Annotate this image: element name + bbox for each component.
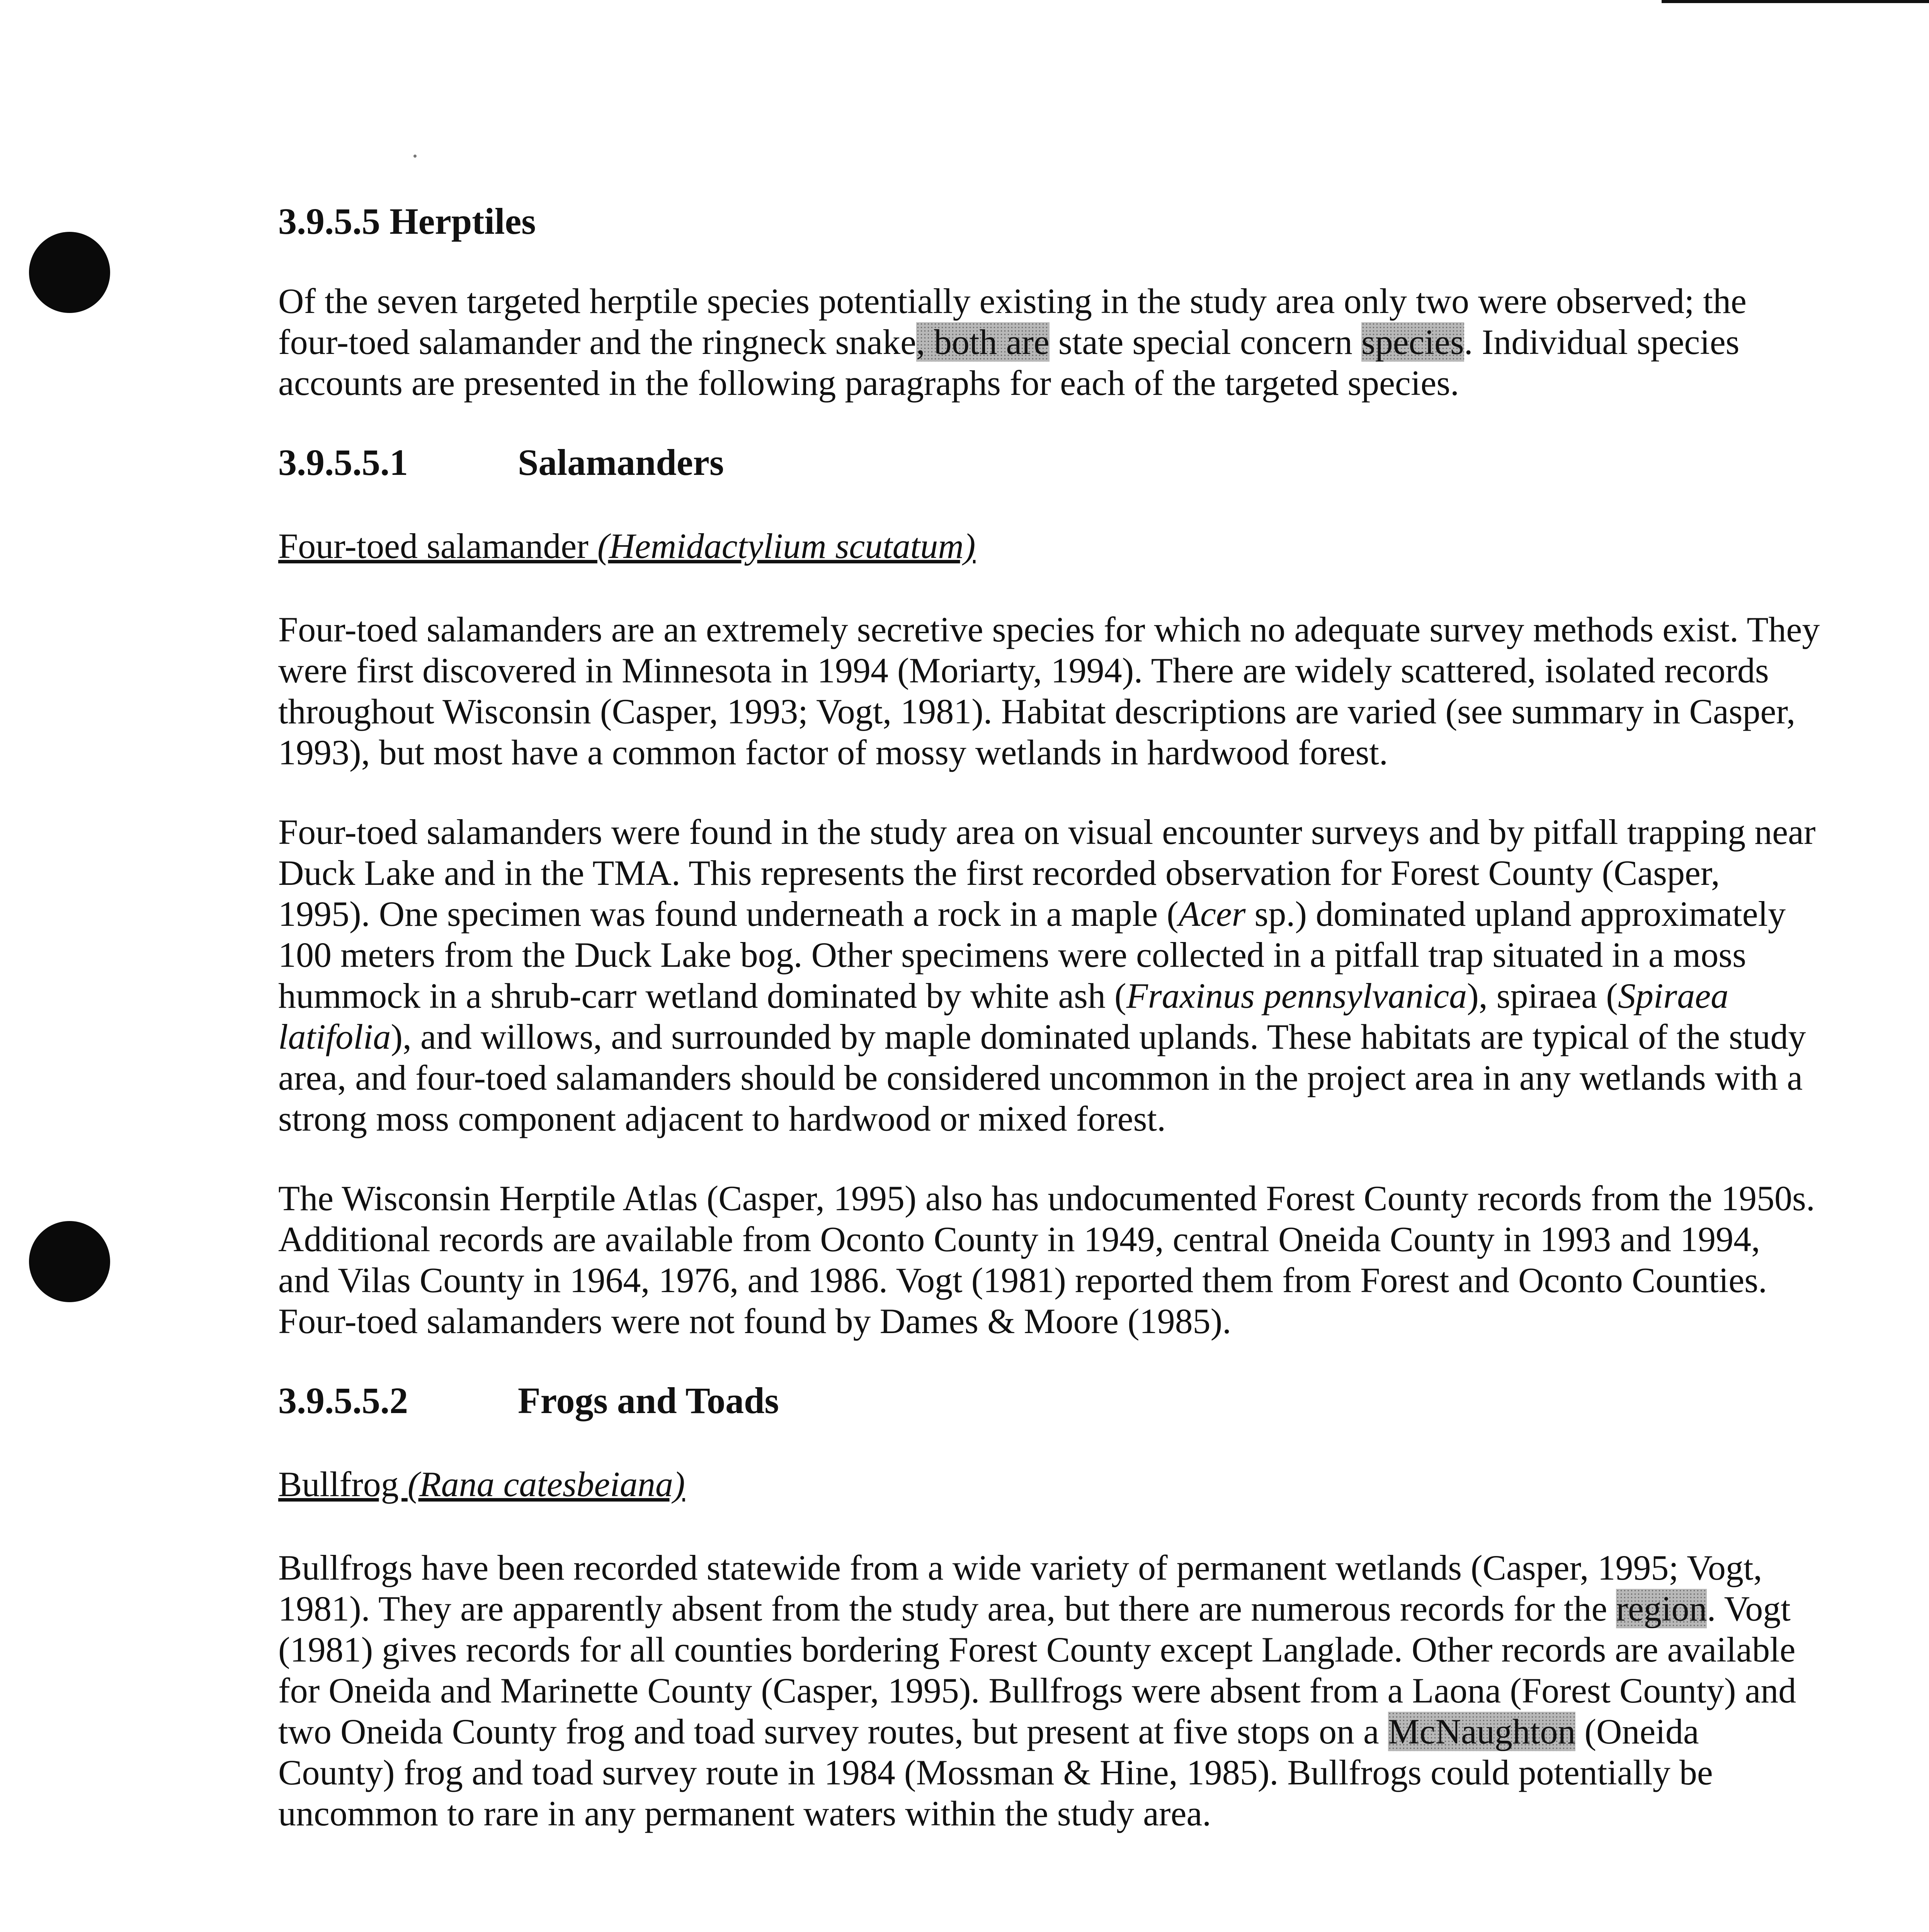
binder-hole-middle [29,1221,110,1302]
herptiles-intro-paragraph [278,281,1820,403]
bullfrog-title [278,1464,1820,1505]
salamander-paragraph-1: Four-toed salamanders are an extremely secretive species for which no adequate survey methods exist. They were first discovered in Minnesota in 1994 (Moriarty, 1994). There are widely scattered, isolated records throughout Wisconsin (Casper, 1993; Vogt, 1981). Habitat descriptions are varied (see summary in Casper, 1993), but most have a common factor of mossy wetlands in hardwood forest. [278,610,1820,772]
intro-text-b: state special concern [1049,322,1361,362]
bullfrog-scientific-name: (Rana catesbeiana) [407,1464,685,1504]
p2-text-a: Four-toed salamanders were found in the study area on visual encounter surveys and by pitfall trapping near Duck Lake and in the TMA. This represents the first recorded observation for Forest County (Casper, 1995). One specimen was found underneath a rock in a maple ( [278,812,1816,934]
salamanders-heading [278,442,1820,483]
bullfrog-highlight-mcnaughton: McNaughton [1388,1712,1576,1751]
bullfrog-common-name: Bullfrog [278,1464,408,1504]
p2-italic-fraxinus: Fraxinus pennsylvanica [1126,976,1467,1015]
salamander-paragraph-2 [278,811,1820,1139]
salamander-paragraph-3: The Wisconsin Herptile Atlas (Casper, 1995) also has undocumented Forest County records from the 1950s. Additional records are available from Oconto County in 1949, central Oneida County in 1993 and 1994, and Vilas County in 1964, 1976, and 1986. Vogt (1981) reported them from Forest and Oconto Counties. Four-toed salamanders were not found by Dames & Moore (1985). [278,1179,1815,1341]
intro-text-c: . Individual species accounts are presented in the following paragraphs for each of the targeted species. [278,322,1740,403]
p2-italic-acer: Acer [1178,894,1246,934]
intro-highlight-both-are: , both are [916,322,1050,362]
salamanders-section-number: 3.9.5.5.1 [278,442,408,483]
top-edge-rule [1662,0,1929,3]
p2-text-c: ), spiraea ( [1467,976,1618,1015]
document-body [278,201,1820,1872]
p2-italic-spiraea: Spiraea latifolia [278,976,1729,1056]
intro-text-a: Of the seven targeted herptile species potentially existing in the study area only two were observed; the four-toed salamander and the ringneck snake [278,281,1747,362]
four-toed-salamander-title [278,526,1820,566]
scan-speck [413,155,417,158]
bullfrog-paragraph [278,1547,1820,1834]
bullfrog-highlight-region: region [1616,1589,1707,1628]
bullfrog-text-a: Bullfrogs have been recorded statewide from a wide variety of permanent wetlands (Casper, 1995; Vogt, 1981). They are apparently absent from the study area, but there are numerous records for the [278,1548,1762,1628]
species-scientific-name: (Hemidactylium scutatum) [597,526,976,566]
species-common-name: Four-toed salamander [278,526,597,566]
intro-highlight-species: species [1361,322,1464,362]
salamanders-section-title: Salamanders [518,442,724,483]
frogs-section-title: Frogs and Toads [518,1380,779,1421]
section-title: 3.9.5.5 Herptiles [278,201,536,242]
frogs-heading [278,1380,1820,1421]
p2-text-b: sp.) dominated upland approximately 100 meters from the Duck Lake bog. Other specimens were collected in a pitfall trap situated in a moss hummock in a shrub-carr wetland dominated by white ash ( [278,894,1786,1015]
binder-hole-top [29,232,110,313]
frogs-section-number: 3.9.5.5.2 [278,1380,408,1421]
bullfrog-text-c: (Oneida County) frog and toad survey route in 1984 (Mossman & Hine, 1985). Bullfrogs could potentially be uncommon to rare in any permanent waters within the study area. [278,1712,1713,1833]
bullfrog-text-b: . Vogt (1981) gives records for all counties bordering Forest County except Langlade. Other records are available for Oneida and Marinette County (Casper, 1995). Bullfrogs were absent from a Laona (Forest County) and two Oneida County frog and toad survey routes, but present at five stops on a [278,1589,1796,1751]
p2-text-d: ), and willows, and surrounded by maple dominated uplands. These habitats are typical of the study area, and four-toed salamanders should be considered uncommon in the project area in any wetlands with a strong moss component adjacent to hardwood or mixed forest. [278,1017,1806,1138]
